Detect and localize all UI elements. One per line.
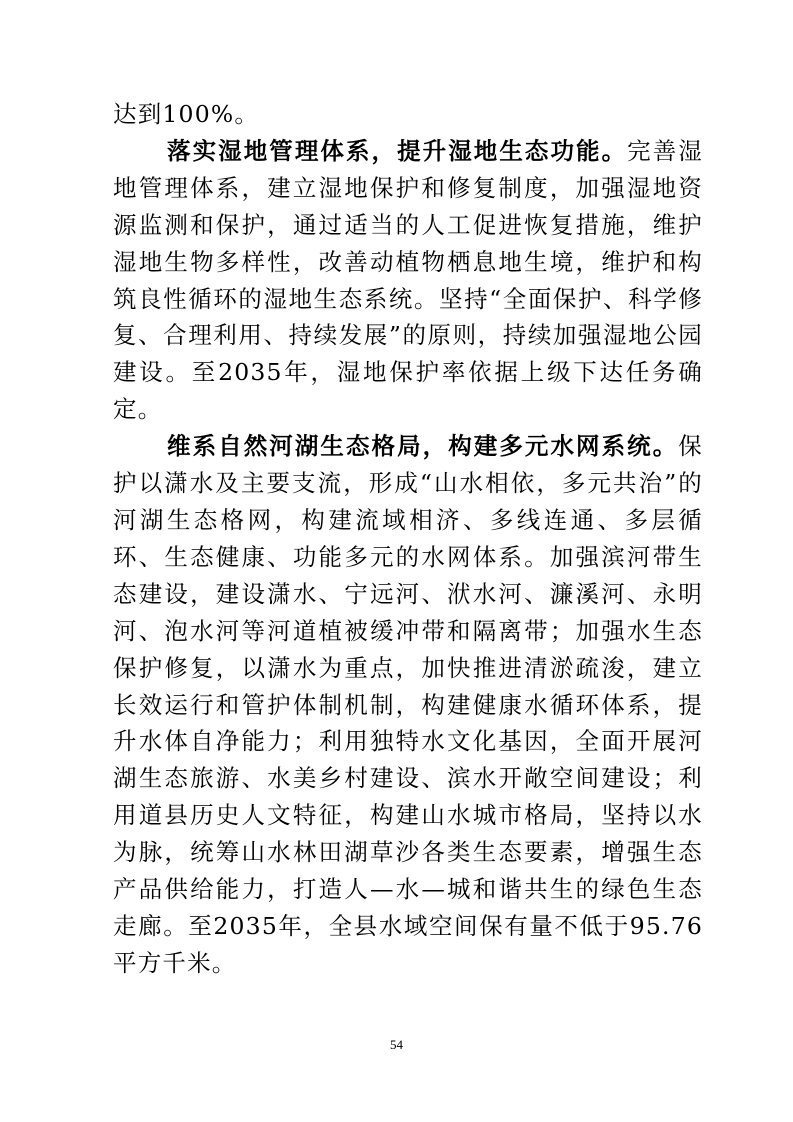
paragraph-heading: 落实湿地管理体系，提升湿地生态功能。 — [167, 136, 628, 165]
paragraph-body: 保护以潇水及主要支流，形成“山水相依，多元共治”的河湖生态格网，构建流域相济、多线连通、多层循环、生态健康、功能多元的水网体系。加强滨河带生态建设，建设潇水、宁远河、洑水河、濂溪河、永明河、泡水河等河道植被缓冲带和隔离带；加强水生态保护修复，以潇水为重点，加快推进清淤疏浚，建立长效运行和管护体制机制，构建健康水循环体系，提升水体自净能力；利用独特水文化基因，全面开展河湖生态旅游、水美乡村建设、滨水开敞空间建设；利用道县历史人文特征，构建山水城市格局，坚持以水为脉，统筹山水林田湖草沙各类生态要素，增强生态产品供给能力，打造人—水—城和谐共生的绿色生态走廊。至2035年，全县水域空间保有量不低于95.76平方千米。 — [113, 432, 703, 977]
paragraph-heading: 维系自然河湖生态格局，构建多元水网系统。 — [167, 432, 679, 461]
paragraph-wetland-management — [113, 133, 703, 428]
paragraph-continuation — [113, 96, 703, 133]
page-number: 54 — [390, 1037, 403, 1052]
paragraph-body: 达到100%。 — [113, 100, 260, 128]
paragraph-body: 完善湿地管理体系，建立湿地保护和修复制度，加强湿地资源监测和保护，通过适当的人工促进恢复措施，维护湿地生物多样性，改善动植物栖息地生境，维护和构筑良性循环的湿地生态系统。坚持“全面保护、科学修复、合理利用、持续发展”的原则，持续加强湿地公园建设。至2035年，湿地保护率依据上级下达任务确定。 — [113, 136, 703, 424]
paragraph-river-lake-ecology — [113, 428, 703, 982]
body-text — [113, 96, 703, 982]
